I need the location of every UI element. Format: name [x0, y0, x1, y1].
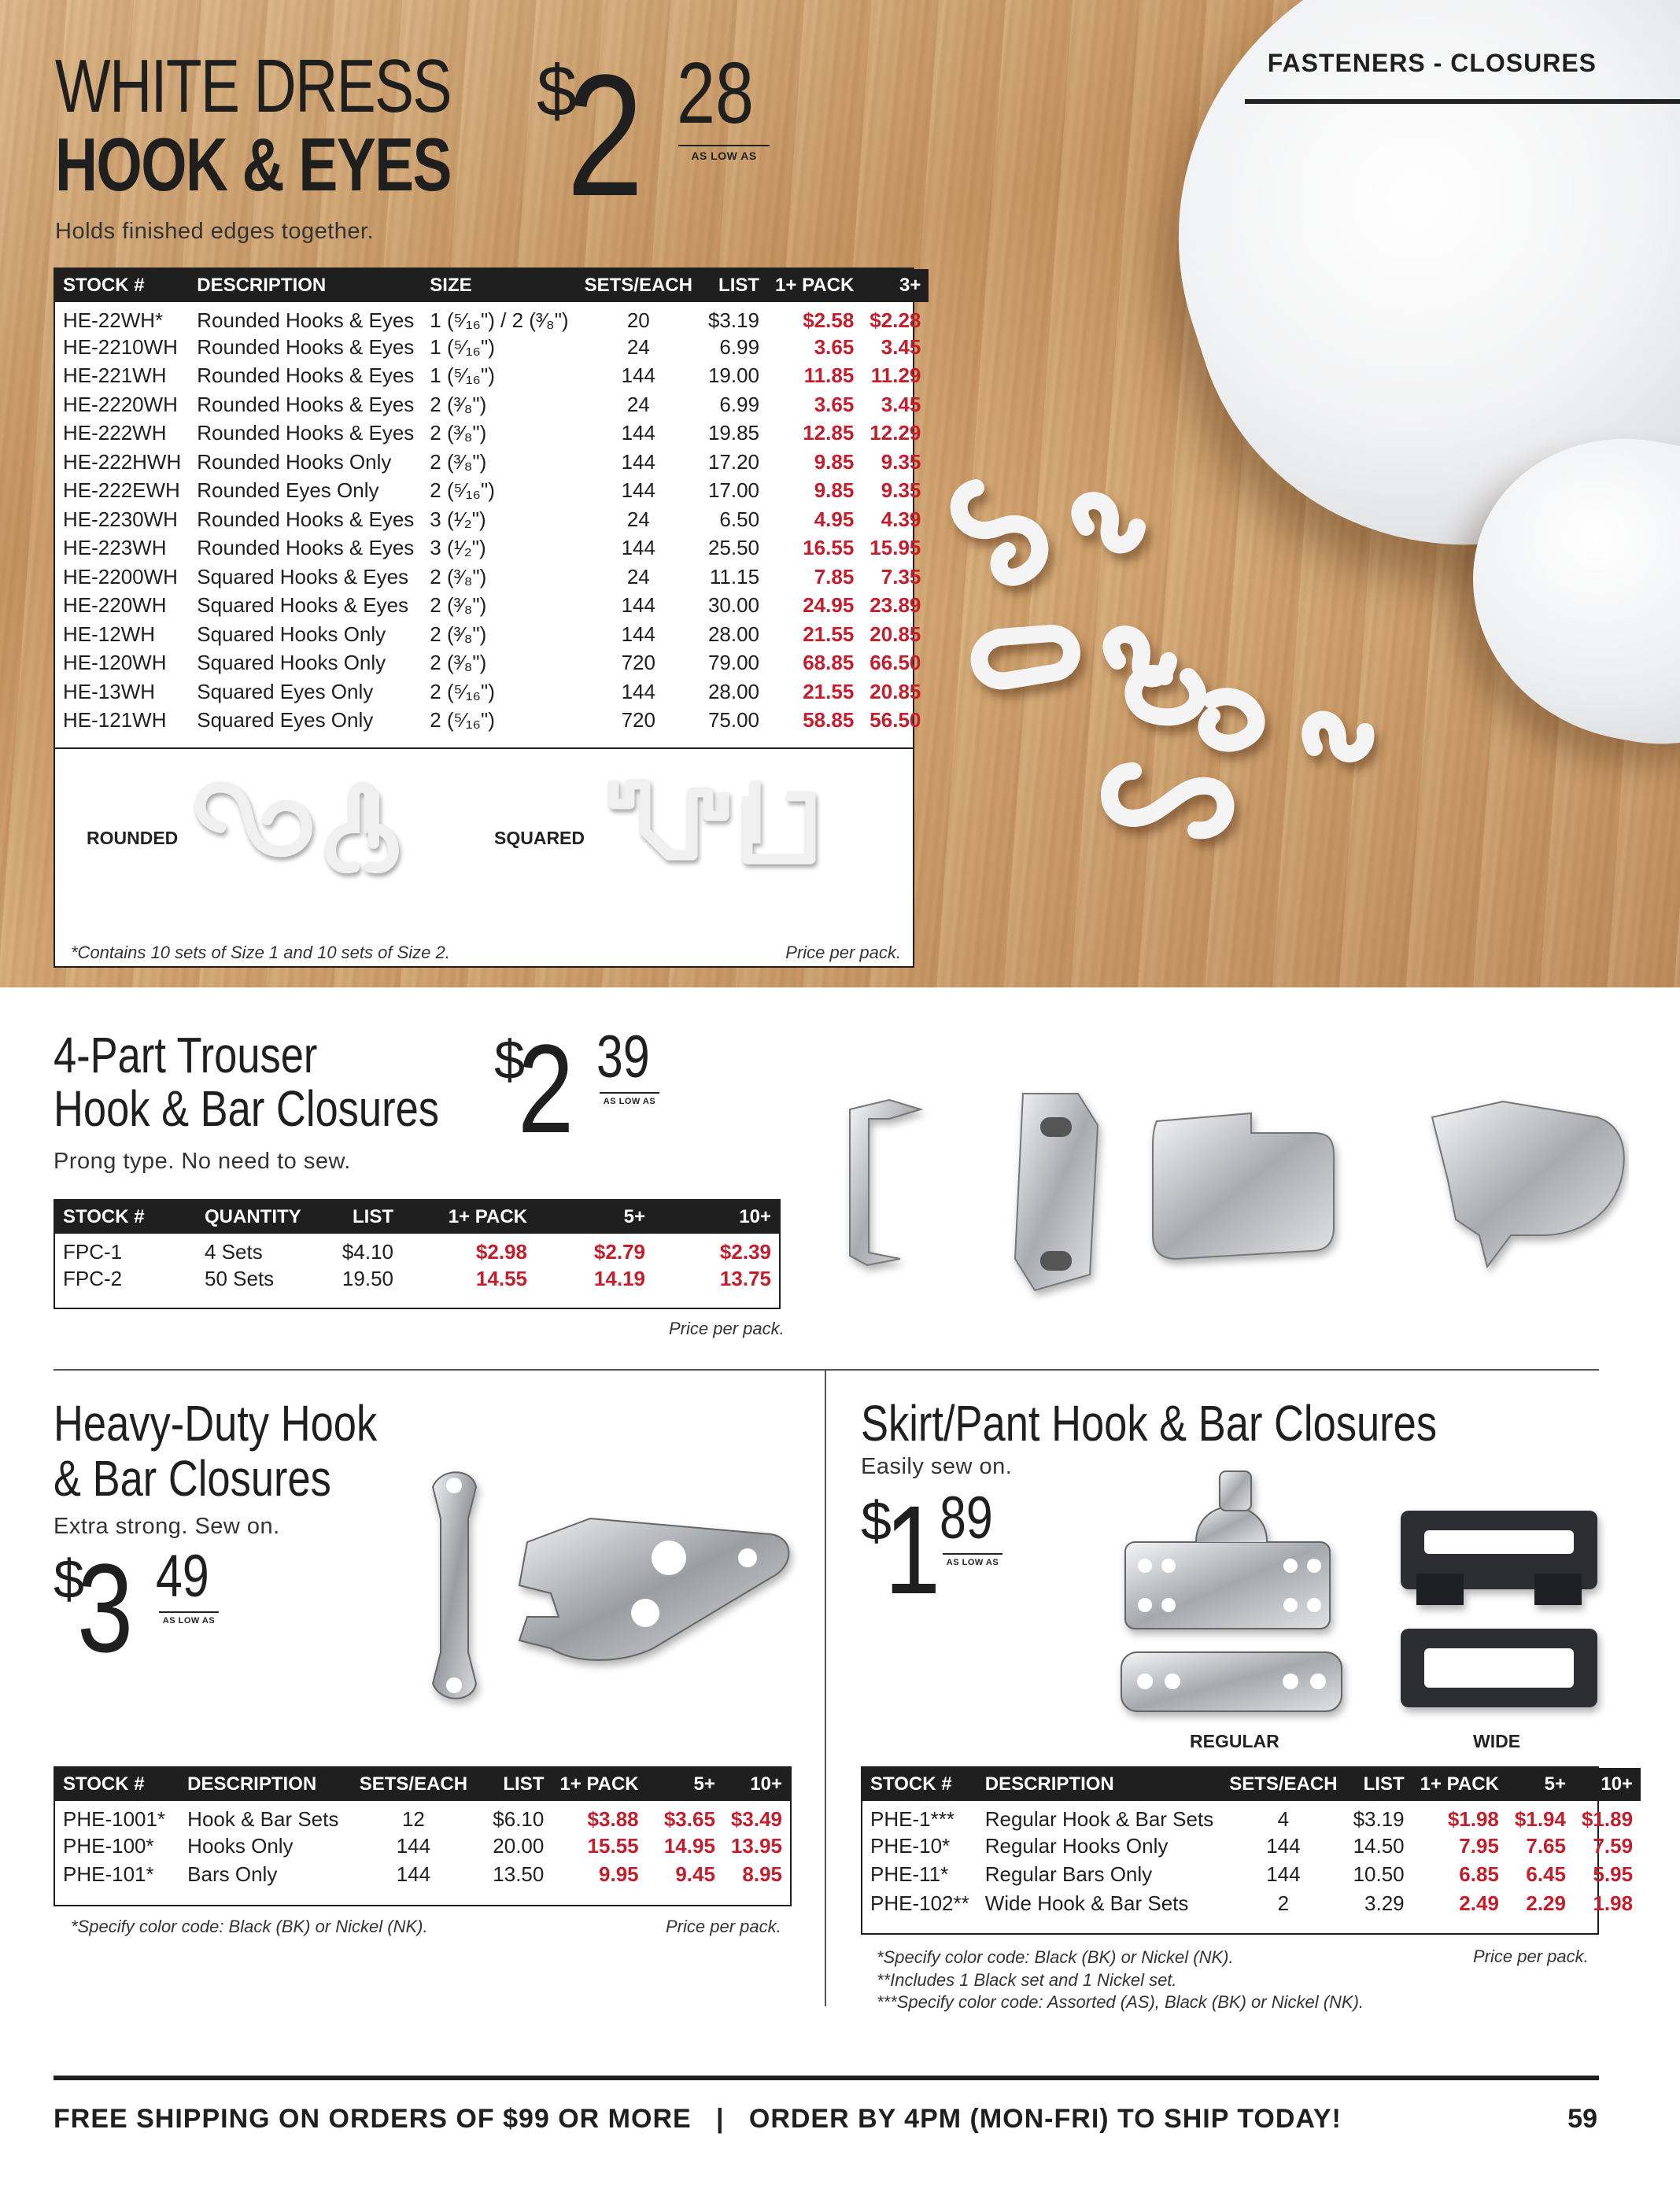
white-dress-subtitle: Holds finished edges together.	[55, 219, 375, 244]
table-row	[55, 419, 929, 448]
col-list: LIST	[700, 269, 767, 302]
col-5-plus: 5+	[1507, 1768, 1574, 1801]
table-cell: 2 (³⁄₈")	[430, 421, 487, 445]
table-cell: 6.45	[1526, 1862, 1566, 1887]
table-cell: 3.45	[881, 334, 921, 359]
table-cell: 3.29	[1364, 1891, 1405, 1915]
table-row	[55, 448, 929, 477]
table-cell: 2 (³⁄₈")	[430, 392, 487, 416]
skirt-footnote-2: **Includes 1 Black set and 1 Nickel set.	[877, 1969, 1177, 1990]
hero-section	[0, 0, 1680, 987]
table-cell: 7.35	[881, 564, 921, 589]
table-cell: 144	[621, 536, 655, 560]
table-cell: 144	[621, 593, 655, 618]
price-cents: 89	[940, 1485, 993, 1552]
trouser-subtitle: Prong type. No need to sew.	[54, 1149, 351, 1174]
table-cell: Rounded Eyes Only	[197, 478, 379, 503]
price-whole: 2	[518, 1018, 571, 1159]
table-cell: 2 (³⁄₈")	[430, 449, 487, 474]
table-row	[55, 333, 929, 362]
col-10-plus: 10+	[653, 1201, 779, 1234]
table-row	[55, 1861, 790, 1890]
table-cell: 15.55	[587, 1833, 639, 1858]
col-description: DESCRIPTION	[179, 1768, 352, 1801]
table-cell: 12.85	[803, 421, 855, 445]
col-1-pack: 1+ PACK	[1412, 1768, 1507, 1801]
table-row	[55, 362, 929, 391]
table-cell: 144	[621, 622, 655, 646]
skirt-price	[861, 1479, 1050, 1620]
table-cell: 7.65	[1526, 1833, 1566, 1858]
table-cell: $1.94	[1514, 1807, 1566, 1831]
col-1-pack: 1+ PACK	[401, 1201, 535, 1234]
table-cell: HE-2200WH	[63, 564, 178, 589]
table-cell: HE-222EWH	[63, 478, 180, 503]
table-cell: $3.65	[663, 1807, 715, 1831]
table-cell: $3.88	[587, 1807, 639, 1831]
table-cell: HE-2210WH	[63, 334, 178, 359]
trouser-title	[54, 1029, 524, 1136]
white-dress-table-box	[54, 268, 921, 968]
table-cell: 12	[401, 1807, 425, 1831]
title-line-1: WHITE DRESS	[55, 44, 451, 128]
heavy-table-box	[54, 1766, 792, 1906]
table-cell: 75.00	[707, 708, 760, 732]
table-cell: 9.35	[881, 449, 921, 474]
table-cell: 15.95	[870, 536, 921, 560]
table-cell: $3.19	[1353, 1807, 1405, 1831]
table-cell: 28.00	[707, 679, 760, 703]
table-cell: 24	[626, 334, 650, 359]
table-cell: 79.00	[707, 651, 760, 675]
table-row	[55, 390, 929, 419]
table-cell: 20	[626, 308, 650, 332]
table-cell: $3.19	[707, 308, 760, 332]
table-cell: 68.85	[803, 651, 855, 675]
price-cents: 49	[156, 1543, 209, 1610]
table-cell: 24	[626, 564, 650, 589]
label-wide: WIDE	[1473, 1731, 1521, 1751]
trouser-table-box	[54, 1199, 781, 1309]
label-squared: SQUARED	[494, 828, 585, 848]
col-sets-each: SETS/EACH	[1221, 1768, 1345, 1801]
table-cell: 2 (³⁄₈")	[430, 622, 487, 646]
table-header-row	[55, 1201, 779, 1234]
table-cell: 19.00	[707, 363, 760, 388]
heavy-price	[54, 1537, 242, 1678]
table-cell: Squared Hooks Only	[197, 651, 386, 675]
table-cell: PHE-100*	[63, 1833, 154, 1858]
table-cell: 2 (⁵⁄₁₆")	[430, 478, 495, 503]
table-cell: 11.85	[803, 363, 855, 388]
table-cell: 7.85	[814, 564, 855, 589]
heavy-title	[54, 1396, 449, 1507]
table-row	[55, 1801, 790, 1832]
heavy-table	[55, 1768, 790, 1889]
table-cell: 2 (⁵⁄₁₆")	[430, 679, 495, 703]
col-stock: STOCK #	[862, 1768, 977, 1801]
skirt-footnotes	[877, 1947, 1364, 2014]
price-dollar: $	[861, 1490, 892, 1552]
as-low-as: AS LOW AS	[600, 1092, 659, 1106]
skirt-table	[862, 1768, 1641, 1918]
price-dollar: $	[537, 51, 578, 131]
table-cell: HE-2230WH	[63, 507, 178, 531]
table-cell: 24	[626, 392, 650, 416]
table-cell: $4.10	[342, 1240, 393, 1264]
heavy-subtitle: Extra strong. Sew on.	[54, 1514, 280, 1539]
trouser-title-line-2: Hook & Bar Closures	[54, 1079, 440, 1137]
table-cell: 25.50	[707, 536, 760, 560]
table-cell: Rounded Hooks & Eyes	[197, 536, 415, 560]
table-cell: 7.59	[1593, 1833, 1634, 1858]
table-cell: Regular Bars Only	[984, 1862, 1153, 1887]
skirt-subtitle: Easily sew on.	[861, 1454, 1013, 1479]
table-cell: 50 Sets	[205, 1266, 275, 1290]
table-row	[55, 563, 929, 592]
table-cell: 28.00	[707, 622, 760, 646]
table-cell: 6.85	[1459, 1862, 1499, 1887]
heavy-footnote: *Specify color code: Black (BK) or Nickel (NK).	[71, 1917, 428, 1936]
table-cell: 24	[626, 507, 650, 531]
trouser-title-line-1: 4-Part Trouser	[54, 1027, 318, 1083]
table-cell: 5.95	[1593, 1862, 1634, 1887]
table-cell: HE-223WH	[63, 536, 167, 560]
table-cell: $1.98	[1447, 1807, 1499, 1831]
table-cell: $2.79	[593, 1240, 645, 1264]
as-low-as: AS LOW AS	[678, 145, 770, 162]
section-rule	[1245, 99, 1680, 104]
table-row	[862, 1801, 1641, 1832]
table-cell: 21.55	[803, 622, 855, 646]
skirt-closures-image	[1110, 1456, 1613, 1723]
table-cell: HE-220WH	[63, 593, 167, 618]
table-cell: 1 (⁵⁄₁₆")	[430, 334, 495, 359]
table-cell: 3 (¹⁄₂")	[430, 507, 486, 531]
col-description: DESCRIPTION	[977, 1768, 1221, 1801]
table-cell: 30.00	[707, 593, 760, 618]
table-cell: Regular Hook & Bar Sets	[984, 1807, 1214, 1831]
table-cell: Squared Hooks & Eyes	[197, 564, 409, 589]
table-cell: 14.19	[593, 1266, 645, 1290]
table-cell: 1 (⁵⁄₁₆") / 2 (³⁄₈")	[430, 308, 569, 332]
table-cell: 720	[621, 651, 655, 675]
table-cell: 4.39	[881, 507, 921, 531]
price-whole: 3	[77, 1537, 131, 1678]
table-cell: 144	[1266, 1833, 1301, 1858]
table-cell: 6.99	[719, 392, 760, 416]
col-quantity: QUANTITY	[197, 1201, 323, 1234]
table-row	[55, 1264, 779, 1293]
table-cell: 20.85	[870, 679, 921, 703]
table-cell: 9.95	[599, 1862, 639, 1887]
column-divider	[825, 1369, 826, 2006]
trouser-price-note: Price per pack.	[669, 1319, 785, 1338]
rounded-hook-eye-image	[189, 773, 449, 906]
table-cell: Rounded Hooks & Eyes	[197, 421, 415, 445]
table-cell: 13.95	[730, 1833, 782, 1858]
table-cell: 7.95	[1459, 1833, 1499, 1858]
table-cell: 144	[621, 478, 655, 503]
table-row	[55, 1832, 790, 1861]
table-cell: PHE-11*	[870, 1862, 949, 1887]
table-cell: Squared Eyes Only	[197, 708, 374, 732]
table-cell: 56.50	[870, 708, 921, 732]
table-cell: 66.50	[870, 651, 921, 675]
skirt-table-box	[861, 1766, 1634, 1935]
table-cell: 17.20	[707, 449, 760, 474]
table-cell: 24.95	[803, 593, 855, 618]
table-cell: HE-12WH	[63, 622, 156, 646]
white-dress-footnote: *Contains 10 sets of Size 1 and 10 sets of Size 2.	[71, 943, 450, 962]
table-cell: Squared Hooks & Eyes	[197, 593, 409, 618]
table-row	[55, 592, 929, 621]
label-regular: REGULAR	[1190, 1731, 1279, 1751]
skirt-title: Skirt/Pant Hook & Bar Closures	[861, 1395, 1438, 1452]
table-cell: Squared Eyes Only	[197, 679, 374, 703]
table-cell: 20.00	[493, 1833, 545, 1858]
table-cell: 144	[621, 449, 655, 474]
table-cell: PHE-1***	[870, 1807, 954, 1831]
table-cell: 19.85	[707, 421, 760, 445]
section-label: FASTENERS - CLOSURES	[1267, 49, 1597, 77]
table-cell: Regular Hooks Only	[984, 1833, 1169, 1858]
col-1-pack: 1+ PACK	[767, 269, 862, 302]
table-cell: 1 (⁵⁄₁₆")	[430, 363, 495, 388]
price-dollar: $	[54, 1548, 84, 1610]
table-row	[55, 620, 929, 649]
table-cell: 9.85	[814, 449, 855, 474]
table-cell: 3.65	[814, 334, 855, 359]
table-row	[862, 1861, 1641, 1890]
table-row	[862, 1889, 1641, 1918]
table-cell: 1.98	[1593, 1891, 1634, 1915]
table-cell: HE-13WH	[63, 679, 156, 703]
col-5-plus: 5+	[535, 1201, 653, 1234]
label-rounded: ROUNDED	[87, 828, 179, 848]
heavy-price-note: Price per pack.	[666, 1917, 781, 1936]
table-divider	[55, 747, 913, 749]
table-cell: 10.50	[1353, 1862, 1405, 1887]
table-cell: 9.45	[675, 1862, 715, 1887]
table-cell: 144	[1266, 1862, 1301, 1887]
col-10-plus: 10+	[723, 1768, 790, 1801]
table-cell: $1.89	[1581, 1807, 1634, 1831]
table-cell: 13.75	[719, 1266, 771, 1290]
as-low-as: AS LOW AS	[159, 1611, 219, 1625]
table-cell: 3 (¹⁄₂")	[430, 536, 486, 560]
table-row	[55, 505, 929, 534]
table-row	[55, 477, 929, 506]
table-cell: HE-2220WH	[63, 392, 178, 416]
trouser-closures-image	[834, 1078, 1629, 1306]
table-cell: 2.29	[1526, 1891, 1566, 1915]
table-cell: 19.50	[342, 1266, 393, 1290]
table-cell: 2 (³⁄₈")	[430, 651, 487, 675]
table-cell: 6.99	[719, 334, 760, 359]
table-header-row	[55, 1768, 790, 1801]
table-row	[862, 1832, 1641, 1861]
table-cell: $3.49	[730, 1807, 782, 1831]
col-description: DESCRIPTION	[189, 269, 422, 302]
price-cents: 39	[596, 1024, 650, 1090]
table-cell: 2 (³⁄₈")	[430, 593, 487, 618]
skirt-footnote-3: ***Specify color code: Assorted (AS), Black (BK) or Nickel (NK).	[877, 1992, 1364, 2013]
table-cell: HE-222HWH	[63, 449, 182, 474]
footer-rule	[54, 2076, 1599, 2080]
table-cell: 21.55	[803, 679, 855, 703]
table-cell: 58.85	[803, 708, 855, 732]
title-line-2: HOOK & EYES	[55, 123, 451, 207]
table-header-row	[55, 269, 929, 302]
table-cell: 20.85	[870, 622, 921, 646]
skirt-footnote-1: *Specify color code: Black (BK) or Nickel (NK).	[877, 1947, 1234, 1967]
table-cell: $2.58	[803, 308, 855, 332]
table-cell: 2	[1277, 1891, 1290, 1915]
table-cell: $2.28	[870, 308, 921, 332]
table-cell: Wide Hook & Bar Sets	[984, 1891, 1189, 1915]
table-cell: Rounded Hooks Only	[197, 449, 392, 474]
white-dress-title	[55, 44, 563, 207]
col-3-plus: 3+	[862, 269, 929, 302]
table-cell: 8.95	[742, 1862, 782, 1887]
col-stock: STOCK #	[55, 1201, 197, 1234]
table-cell: HE-222WH	[63, 421, 167, 445]
table-cell: 144	[396, 1833, 431, 1858]
table-row	[55, 707, 929, 736]
table-cell: PHE-10*	[870, 1833, 951, 1858]
skirt-price-note: Price per pack.	[1473, 1947, 1589, 1966]
table-cell: PHE-102**	[870, 1891, 969, 1915]
hooks-on-wood-image	[929, 441, 1479, 881]
table-cell: 23.89	[870, 593, 921, 618]
footer-text: FREE SHIPPING ON ORDERS OF $99 OR MORE | ORDER BY 4PM (MON-FRI) TO SHIP TODAY!	[54, 2104, 1342, 2134]
table-cell: 14.55	[475, 1266, 527, 1290]
table-cell: 2 (³⁄₈")	[430, 564, 487, 589]
table-cell: 11.29	[870, 363, 921, 388]
white-dress-table	[55, 269, 929, 735]
table-cell: 720	[621, 708, 655, 732]
heavy-title-line-2: & Bar Closures	[54, 1450, 331, 1507]
table-cell: HE-221WH	[63, 363, 167, 388]
table-cell: HE-121WH	[63, 708, 167, 732]
col-stock: STOCK #	[55, 269, 189, 302]
table-cell: 3.65	[814, 392, 855, 416]
table-cell: PHE-101*	[63, 1862, 154, 1887]
table-cell: 16.55	[803, 536, 855, 560]
table-cell: 144	[396, 1862, 431, 1887]
col-5-plus: 5+	[647, 1768, 723, 1801]
table-cell: 9.85	[814, 478, 855, 503]
table-cell: FPC-2	[63, 1266, 123, 1290]
table-cell: Hooks Only	[187, 1833, 294, 1858]
table-row	[55, 649, 929, 678]
col-size: SIZE	[422, 269, 576, 302]
col-1-pack: 1+ PACK	[552, 1768, 646, 1801]
table-cell: $2.98	[475, 1240, 527, 1264]
table-cell: 4	[1277, 1807, 1290, 1831]
table-cell: $2.39	[719, 1240, 771, 1264]
table-row	[55, 677, 929, 707]
table-cell: 4 Sets	[205, 1240, 263, 1264]
table-cell: 4.95	[814, 507, 855, 531]
table-cell: 17.00	[707, 478, 760, 503]
table-cell: 9.35	[881, 478, 921, 503]
price-whole: 2	[567, 39, 641, 232]
trouser-price	[494, 1018, 683, 1159]
price-dollar: $	[494, 1029, 525, 1090]
price-cents: 28	[677, 45, 754, 142]
heavy-duty-closure-image	[409, 1463, 803, 1723]
col-10-plus: 10+	[1574, 1768, 1641, 1801]
white-dress-price-note: Price per pack.	[785, 943, 901, 962]
table-cell: HE-120WH	[63, 651, 167, 675]
table-cell: FPC-1	[63, 1240, 123, 1264]
table-cell: 6.50	[719, 507, 760, 531]
table-row	[55, 302, 929, 333]
section-divider	[54, 1369, 1599, 1371]
col-sets-each: SETS/EACH	[577, 269, 700, 302]
trouser-table	[55, 1201, 779, 1293]
col-list: LIST	[1346, 1768, 1412, 1801]
table-cell: Rounded Hooks & Eyes	[197, 363, 415, 388]
col-sets-each: SETS/EACH	[352, 1768, 475, 1801]
as-low-as: AS LOW AS	[943, 1553, 1002, 1567]
page-number: 59	[1567, 2104, 1597, 2134]
table-cell: Rounded Hooks & Eyes	[197, 392, 415, 416]
table-cell: Rounded Hooks & Eyes	[197, 334, 415, 359]
table-cell: 12.29	[870, 421, 921, 445]
table-header-row	[862, 1768, 1641, 1801]
col-stock: STOCK #	[55, 1768, 179, 1801]
table-cell: 144	[621, 363, 655, 388]
table-cell: 14.50	[1353, 1833, 1405, 1858]
table-row	[55, 1234, 779, 1264]
white-dress-price	[537, 39, 788, 245]
table-cell: Rounded Hooks & Eyes	[197, 507, 415, 531]
table-cell: PHE-1001*	[63, 1807, 166, 1831]
table-cell: 14.95	[663, 1833, 715, 1858]
heavy-title-line-1: Heavy-Duty Hook	[54, 1395, 378, 1452]
table-cell: Hook & Bar Sets	[187, 1807, 339, 1831]
table-cell: 2.49	[1459, 1891, 1499, 1915]
table-cell: Bars Only	[187, 1862, 278, 1887]
table-cell: 144	[621, 679, 655, 703]
squared-hook-eye-image	[598, 765, 850, 906]
table-cell: 11.15	[709, 564, 760, 589]
table-cell: $6.10	[493, 1807, 545, 1831]
table-cell: 2 (⁵⁄₁₆")	[430, 708, 495, 732]
col-list: LIST	[323, 1201, 401, 1234]
table-cell: Squared Hooks Only	[197, 622, 386, 646]
table-cell: Rounded Hooks & Eyes	[197, 308, 415, 332]
table-cell: 13.50	[493, 1862, 545, 1887]
table-cell: 3.45	[881, 392, 921, 416]
table-cell: HE-22WH*	[63, 308, 164, 332]
table-cell: 144	[621, 421, 655, 445]
table-row	[55, 534, 929, 563]
price-whole: 1	[884, 1479, 938, 1620]
col-list: LIST	[475, 1768, 552, 1801]
